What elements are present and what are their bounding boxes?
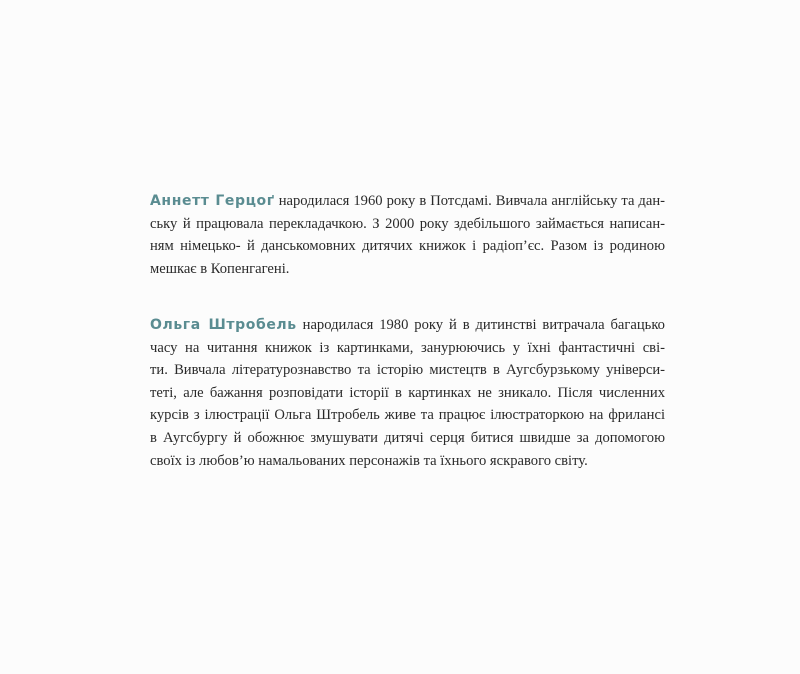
- bio-line: ти. Вивчала літературознавство та історію мистецтв в Аугсбурзькому універси-: [150, 362, 665, 379]
- bio-line: [150, 314, 665, 337]
- bio-line: часу на читання книжок із картинками, занурюючись у їхні фантастичні сві-: [150, 339, 665, 356]
- bio-line: своїх із любов’ю намальованих персонажів та їхнього яскравого світу.: [150, 452, 588, 469]
- bio-line: мешкає в Копенгагені.: [150, 260, 290, 277]
- bio-line: [150, 190, 665, 213]
- bio-line: ням німецько- й данськомовних дитячих книжок і радіоп’єс. Разом із родиною: [150, 238, 665, 255]
- bio-text: народилася 1980 року й в дитинстві витрачала багацько: [296, 317, 665, 333]
- author-bio-annette-herzog: [150, 190, 670, 280]
- bio-line: теті, але бажання розповідати історії в картинках не зникало. Після численних: [150, 384, 665, 401]
- bio-line: курсів з ілюстрації Ольга Штробель живе та працює ілюстраторкою на фрилансі: [150, 407, 665, 424]
- bio-text: народилася 1960 року в Потсдамі. Вивчала англійську та дан-: [274, 193, 665, 209]
- illustrator-name: Ольга Штробель: [150, 317, 297, 333]
- bio-line: в Аугсбургу й обожнює змушувати дитячі серця битися швидше за допомогою: [150, 429, 665, 446]
- illustrator-bio-olga-strobel: [150, 314, 670, 472]
- bio-line: ську й працювала перекладачкою. З 2000 року здебільшого займається написан-: [150, 215, 665, 232]
- author-name: Аннетт Герцоґ: [150, 193, 275, 209]
